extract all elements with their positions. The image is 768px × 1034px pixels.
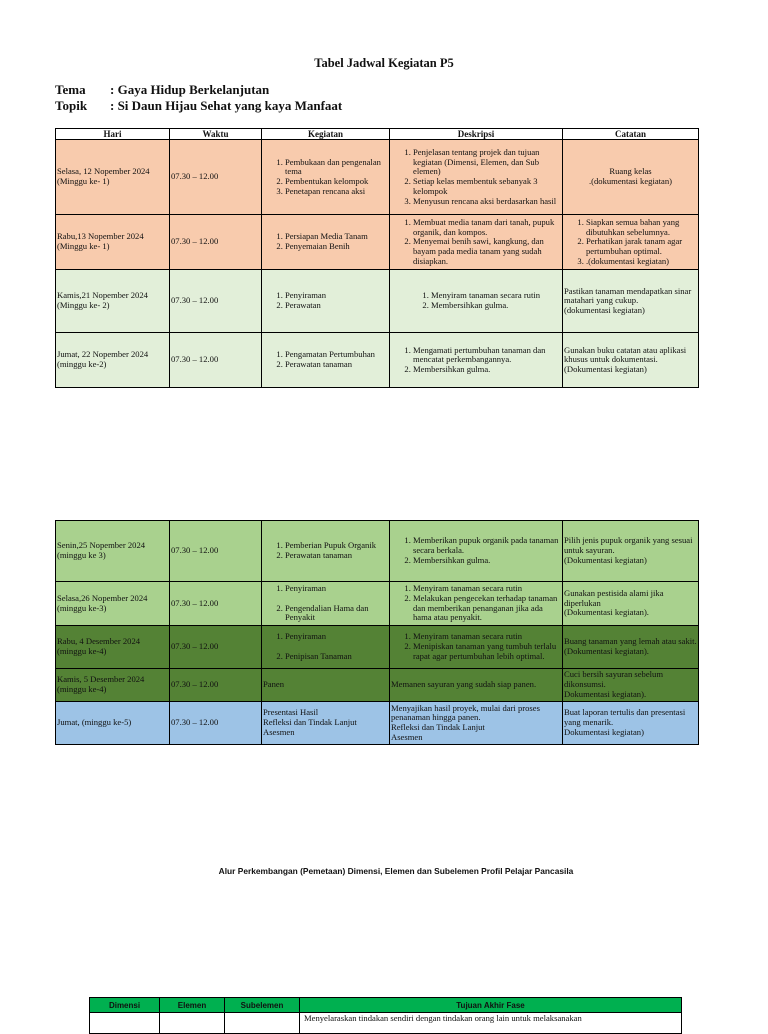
cell-kegiatan: 1. Pembukaan dan pengenalan tema 2. Pembentukan kelompok 3. Penetapan rencana aksi <box>262 140 390 215</box>
cell-deskripsi: 1. Mengamati pertumbuhan tanaman dan mencatat perkembangannya. 2. Membersihkan gulma. <box>390 333 563 388</box>
cell-waktu: 07.30 – 12.00 <box>170 669 262 702</box>
cell-catatan: 1. Siapkan semua bahan yang dibutuhkan sebelumnya. 2. Perhatikan jarak tanam agar pertumbuhan optimal. 3. .(dokumentasi kegiatan) <box>563 215 699 270</box>
table-row <box>56 270 699 333</box>
dimension-table <box>89 997 682 1034</box>
cell-catatan: Ruang kelas .(dokumentasi kegiatan) <box>563 140 699 215</box>
cell-hari: Rabu, 4 Desember 2024 (minggu ke-4) <box>56 626 170 669</box>
cell-catatan: Pilih jenis pupuk organik yang sesuai untuk sayuran. (Dokumentasi kegiatan) <box>563 521 699 582</box>
table-row <box>90 1013 682 1034</box>
cell-catatan: Pastikan tanaman mendapatkan sinar matahari yang cukup. (dokumentasi kegiatan) <box>563 270 699 333</box>
cell-kegiatan: 1. Penyiraman 2. Penipisan Tanaman <box>262 626 390 669</box>
cell-kegiatan: Panen <box>262 669 390 702</box>
cell-kegiatan: 1. Penyiraman 2. Pengendalian Hama dan Penyakit <box>262 582 390 626</box>
topik-value: : Si Daun Hijau Sehat yang kaya Manfaat <box>110 98 343 113</box>
cell-subelemen <box>225 1013 300 1034</box>
cell-waktu: 07.30 – 12.00 <box>170 582 262 626</box>
header-subelemen: Subelemen <box>225 998 300 1013</box>
cell-catatan: Cuci bersih sayuran sebelum dikonsumsi. Dokumentasi kegiatan). <box>563 669 699 702</box>
cell-hari: Rabu,13 Nopember 2024 (Minggu ke- 1) <box>56 215 170 270</box>
cell-catatan: Buang tanaman yang lemah atau sakit. (Dokumentasi kegiatan). <box>563 626 699 669</box>
table-row <box>56 702 699 745</box>
tema-label: Tema <box>55 82 86 97</box>
cell-deskripsi: 1. Menyiram tanaman secara rutin 2. Menipiskan tanaman yang tumbuh terlalu rapat agar pertumbuhan lebih optimal. <box>390 626 563 669</box>
cell-waktu: 07.30 – 12.00 <box>170 626 262 669</box>
cell-waktu: 07.30 – 12.00 <box>170 215 262 270</box>
dim-header-row <box>90 998 682 1013</box>
table-header-row <box>56 129 699 140</box>
cell-deskripsi: Menyajikan hasil proyek, mulai dari proses penanaman hingga panen. Refleksi dan Tindak Lanjut Asesmen <box>390 702 563 745</box>
header-elemen: Elemen <box>160 998 225 1013</box>
cell-catatan: Gunakan pestisida alami jika diperlukan (Dokumentasi kegiatan). <box>563 582 699 626</box>
cell-hari: Kamis, 5 Desember 2024 (minggu ke-4) <box>56 669 170 702</box>
cell-waktu: 07.30 – 12.00 <box>170 270 262 333</box>
header-dimensi: Dimensi <box>90 998 160 1013</box>
table-row <box>56 333 699 388</box>
cell-tujuan: Menyelaraskan tindakan sendiri dengan tindakan orang lain untuk melaksanakan <box>300 1013 682 1034</box>
cell-catatan: Buat laporan tertulis dan presentasi yang menarik. Dokumentasi kegiatan) <box>563 702 699 745</box>
header-kegiatan: Kegiatan <box>262 129 390 140</box>
cell-hari: Jumat, (minggu ke-5) <box>56 702 170 745</box>
topik-line <box>55 98 342 114</box>
tema-value: : Gaya Hidup Berkelanjutan <box>110 82 270 97</box>
cell-waktu: 07.30 – 12.00 <box>170 521 262 582</box>
cell-catatan: Gunakan buku catatan atau aplikasi khusus untuk dokumentasi. (Dokumentasi kegiatan) <box>563 333 699 388</box>
cell-deskripsi: 1. Menyiram tanaman secara rutin 2. Melakukan pengecekan terhadap tanaman dan memberikan penanganan jika ada hama atau penyakit. <box>390 582 563 626</box>
cell-kegiatan: 1. Pemberian Pupuk Organik 2. Perawatan tanaman <box>262 521 390 582</box>
schedule-table-2 <box>55 520 699 745</box>
cell-kegiatan: 1. Penyiraman 2. Perawatan <box>262 270 390 333</box>
table-row <box>56 521 699 582</box>
cell-waktu: 07.30 – 12.00 <box>170 702 262 745</box>
cell-waktu: 07.30 – 12.00 <box>170 140 262 215</box>
table-row <box>56 669 699 702</box>
cell-hari: Jumat, 22 Nopember 2024 (minggu ke-2) <box>56 333 170 388</box>
cell-deskripsi: 1. Menyiram tanaman secara rutin 2. Membersihkan gulma. <box>390 270 563 333</box>
header-waktu: Waktu <box>170 129 262 140</box>
page-title: Tabel Jadwal Kegiatan P5 <box>314 56 454 70</box>
schedule-table-1 <box>55 128 699 388</box>
section-subtitle: Alur Perkembangan (Pemetaan) Dimensi, Elemen dan Subelemen Profil Pelajar Pancasila <box>218 866 574 876</box>
cell-hari: Selasa,26 Nopember 2024 (minggu ke-3) <box>56 582 170 626</box>
cell-deskripsi: 1. Membuat media tanam dari tanah, pupuk organik, dan kompos. 2. Menyemai benih sawi, kangkung, dan bayam pada media tanam yang sudah disiapkan. <box>390 215 563 270</box>
cell-deskripsi: Memanen sayuran yang sudah siap panen. <box>390 669 563 702</box>
cell-deskripsi: 1. Memberikan pupuk organik pada tanaman secara berkala. 2. Membersihkan gulma. <box>390 521 563 582</box>
header-catatan: Catatan <box>563 129 699 140</box>
header-hari: Hari <box>56 129 170 140</box>
cell-hari: Senin,25 Nopember 2024 (minggu ke 3) <box>56 521 170 582</box>
cell-waktu: 07.30 – 12.00 <box>170 333 262 388</box>
table-row <box>56 215 699 270</box>
tema-line <box>55 82 269 98</box>
table-row <box>56 140 699 215</box>
cell-kegiatan: 1. Persiapan Media Tanam 2. Penyemaian Benih <box>262 215 390 270</box>
topik-label: Topik <box>55 98 88 113</box>
header-deskripsi: Deskripsi <box>390 129 563 140</box>
cell-dimensi <box>90 1013 160 1034</box>
table-row <box>56 582 699 626</box>
cell-elemen <box>160 1013 225 1034</box>
header-tujuan: Tujuan Akhir Fase <box>300 998 682 1013</box>
cell-kegiatan: Presentasi Hasil Refleksi dan Tindak Lanjut Asesmen <box>262 702 390 745</box>
cell-deskripsi: 1. Penjelasan tentang projek dan tujuan kegiatan (Dimensi, Elemen, dan Sub elemen) 2. Setiap kelas membentuk sebanyak 3 kelompok 3. Menyusun rencana aksi berdasarkan hasil <box>390 140 563 215</box>
cell-hari: Selasa, 12 Nopember 2024 (Minggu ke- 1) <box>56 140 170 215</box>
table-row <box>56 626 699 669</box>
cell-hari: Kamis,21 Nopember 2024 (Minggu ke- 2) <box>56 270 170 333</box>
cell-kegiatan: 1. Pengamatan Pertumbuhan 2. Perawatan tanaman <box>262 333 390 388</box>
